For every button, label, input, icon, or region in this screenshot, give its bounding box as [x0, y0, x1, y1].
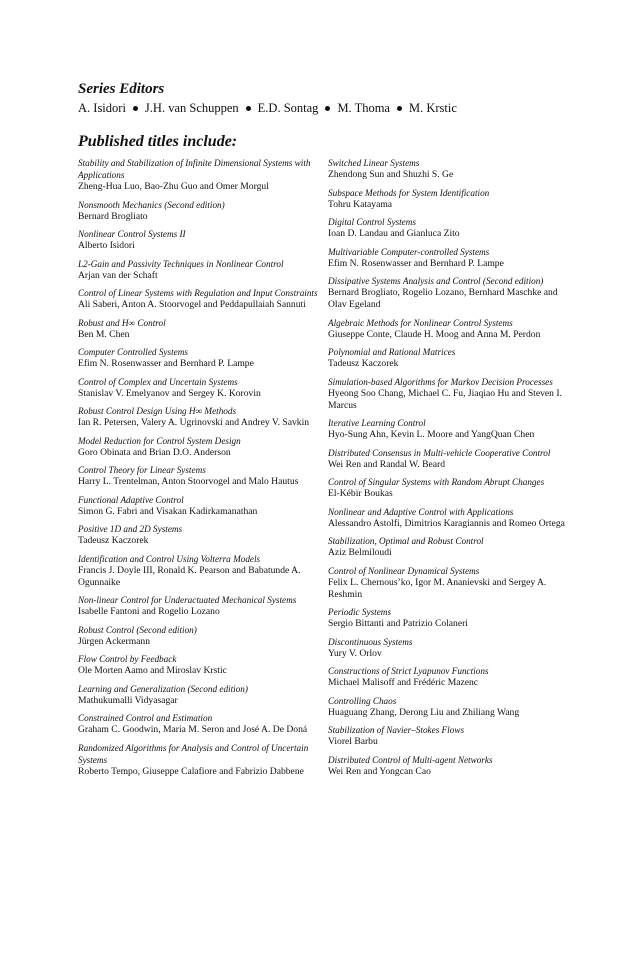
book-authors: Yury V. Orlov — [328, 647, 382, 659]
book-authors: Huaguang Zhang, Derong Liu and Zhiliang Wang — [328, 706, 520, 718]
book-authors: Francis J. Doyle III, Ronald K. Pearson and Babatunde A. Ogunnaike — [78, 564, 301, 588]
book-authors: Bernard Brogliato — [78, 210, 148, 222]
book-entry — [78, 287, 318, 311]
book-title: Control of Linear Systems with Regulation and Input Constraints — [78, 288, 318, 298]
bullet-icon — [325, 106, 330, 111]
book-authors: Efim N. Rosenwasser and Bernhard P. Lampe — [78, 358, 254, 369]
book-entry — [328, 216, 568, 240]
book-entry — [78, 494, 318, 518]
book-title: Simulation-based Algorithms for Markov Decision Processes — [328, 376, 553, 387]
book-title: Functional Adaptive Control — [78, 494, 184, 505]
book-authors: Isabelle Fantoni and Rogelio Lozano — [78, 606, 220, 617]
book-entry — [78, 742, 318, 778]
book-title: Stability and Stabilization of Infinite Dimensional Systems with Applications — [78, 158, 311, 180]
book-entry — [328, 376, 568, 412]
book-entry — [328, 346, 568, 370]
book-entry — [328, 317, 568, 341]
book-title: Computer Controlled Systems — [78, 347, 188, 357]
book-entry — [78, 258, 318, 282]
book-entry — [328, 275, 568, 311]
book-entry — [328, 565, 568, 601]
book-title: L2-Gain and Passivity Techniques in Nonlinear Control — [78, 258, 284, 269]
book-title: Iterative Learning Control — [328, 418, 426, 428]
book-title: Digital Control Systems — [328, 217, 416, 227]
book-authors: Tadeusz Kaczorek — [328, 358, 399, 369]
book-entry — [328, 636, 568, 660]
book-authors: Mathukumalli Vidyasagar — [78, 694, 178, 706]
book-title: Identification and Control Using Volterra Models — [78, 553, 261, 564]
book-authors: Felix L. Chernous’ko, Igor M. Ananievski and Sergey A. Reshmin — [328, 576, 547, 600]
book-authors: Roberto Tempo, Giuseppe Calafiore and Fabrizio Dabbene — [78, 765, 304, 777]
book-entry — [78, 435, 318, 459]
book-authors: Ian R. Petersen, Valery A. Ugrinovski and Andrey V. Savkin — [78, 417, 310, 428]
book-entry — [328, 754, 568, 778]
book-title: Robust Control Design Using H∞ Methods — [78, 406, 237, 416]
book-entry — [328, 246, 568, 270]
book-authors: Stanislav V. Emelyanov and Sergey K. Korovin — [78, 387, 261, 399]
series-editors-heading: Series Editors — [78, 81, 165, 97]
book-authors: Harry L. Trentelman, Anton Stoorvogel and Malo Hautus — [78, 476, 299, 487]
book-entry — [328, 535, 568, 559]
book-entry — [78, 553, 318, 589]
book-authors: Ben M. Chen — [78, 328, 130, 340]
book-title: Positive 1D and 2D Systems — [78, 524, 183, 534]
book-title: Flow Control by Feedback — [78, 654, 177, 664]
book-entry — [78, 346, 318, 370]
book-title: Controlling Chaos — [328, 695, 397, 706]
book-authors: Ali Saberi, Anton A. Stoorvogel and Peddapullaiah Sannuti — [78, 299, 306, 310]
book-authors: Giuseppe Conte, Claude H. Moog and Anna M. Perdon — [328, 328, 541, 340]
book-title: Periodic Systems — [328, 607, 392, 617]
book-entry — [78, 228, 318, 252]
book-title: Randomized Algorithms for Analysis and Control of Uncertain Systems — [78, 742, 309, 765]
book-entry — [328, 476, 568, 500]
book-entry — [78, 199, 318, 223]
book-title: Robust Control (Second edition) — [78, 624, 197, 635]
book-authors: Ioan D. Landau and Gianluca Zito — [328, 228, 460, 239]
book-authors: El-Kébir Boukas — [328, 488, 393, 499]
book-entry — [328, 417, 568, 441]
book-title: Robust and H∞ Control — [78, 317, 166, 328]
book-title: Switched Linear Systems — [328, 158, 420, 168]
book-authors: Bernard Brogliato, Rogelio Lozano, Bernhard Maschke and Olav Egeland — [328, 287, 558, 310]
book-title: Subspace Methods for System Identification — [328, 187, 490, 198]
book-title: Distributed Consensus in Multi-vehicle Cooperative Control — [328, 447, 551, 458]
book-title: Nonlinear Control Systems II — [78, 229, 186, 239]
book-entry — [78, 376, 318, 400]
book-authors: Zhendong Sun and Shuzhi S. Ge — [328, 169, 454, 180]
book-authors: Wei Ren and Randal W. Beard — [328, 458, 445, 470]
editor-name: E.D. Sontag — [257, 101, 319, 115]
book-title: Multivariable Computer-controlled Systems — [328, 246, 490, 257]
titles-columns — [78, 157, 568, 783]
book-authors: Tohru Katayama — [328, 198, 393, 210]
titles-column-right — [328, 157, 568, 783]
series-editors-list — [78, 100, 568, 116]
book-entry — [328, 724, 568, 748]
editor-name: M. Thoma — [337, 101, 390, 115]
book-authors: Aziz Belmiloudi — [328, 547, 392, 558]
book-authors: Efim N. Rosenwasser and Bernhard P. Lampe — [328, 257, 504, 269]
book-authors: Alessandro Astolfi, Dimitrios Karagiannis and Romeo Ortega — [328, 517, 565, 529]
book-title: Control of Nonlinear Dynamical Systems — [328, 565, 480, 576]
book-entry — [78, 464, 318, 488]
book-authors: Arjan van der Schaft — [78, 269, 158, 281]
book-title: Model Reduction for Control System Design — [78, 435, 241, 446]
book-authors: Hyo-Sung Ahn, Kevin L. Moore and YangQuan Chen — [328, 429, 535, 440]
book-title: Stabilization of Navier–Stokes Flows — [328, 725, 465, 735]
book-title: Control of Complex and Uncertain Systems — [78, 376, 238, 387]
book-title: Nonlinear and Adaptive Control with Applications — [328, 506, 514, 517]
book-authors: Tadeusz Kaczorek — [78, 535, 149, 546]
book-entry — [328, 447, 568, 471]
bullet-icon — [397, 106, 402, 111]
book-authors: Hyeong Soo Chang, Michael C. Fu, Jiaqiao Hu and Steven I. Marcus — [328, 387, 562, 411]
book-title: Constrained Control and Estimation — [78, 713, 213, 723]
book-authors: Simon G. Fabri and Visakan Kadirkamanathan — [78, 505, 258, 517]
book-authors: Wei Ren and Yongcan Cao — [328, 765, 431, 777]
book-entry — [78, 624, 318, 648]
book-title: Non-linear Control for Underactuated Mechanical Systems — [78, 595, 297, 605]
published-titles-heading: Published titles include: — [78, 133, 238, 150]
editor-name: A. Isidori — [78, 101, 126, 115]
book-entry — [328, 606, 568, 630]
editor-name: M. Krstic — [408, 101, 457, 115]
editor-name: J.H. van Schuppen — [144, 101, 239, 115]
book-title: Distributed Control of Multi-agent Networks — [328, 754, 493, 765]
titles-column-left — [78, 157, 318, 783]
book-title: Constructions of Strict Lyapunov Functions — [328, 666, 489, 676]
book-authors: Zheng-Hua Luo, Bao-Zhu Guo and Omer Morgul — [78, 181, 269, 192]
book-entry — [328, 695, 568, 719]
book-entry — [78, 653, 318, 677]
book-entry — [78, 594, 318, 618]
book-authors: Michael Malisoff and Frédéric Mazenc — [328, 677, 479, 688]
book-title: Control of Singular Systems with Random Abrupt Changes — [328, 477, 545, 487]
book-entry — [328, 665, 568, 689]
book-entry — [328, 157, 568, 181]
book-title: Dissipative Systems Analysis and Control (Second edition) — [328, 276, 544, 286]
book-entry — [78, 157, 318, 193]
front-matter-page — [78, 80, 568, 783]
book-title: Stabilization, Optimal and Robust Control — [328, 536, 484, 546]
book-authors: Graham C. Goodwin, Maria M. Seron and José A. De Doná — [78, 724, 308, 735]
book-title: Learning and Generalization (Second edition) — [78, 683, 248, 694]
book-entry — [78, 317, 318, 341]
book-authors: Alberto Isidori — [78, 240, 135, 251]
book-entry — [78, 683, 318, 707]
book-authors: Ole Morten Aamo and Miroslav Krstic — [78, 665, 227, 676]
book-entry — [78, 523, 318, 547]
book-entry — [78, 712, 318, 736]
book-entry — [328, 187, 568, 211]
book-title: Algebraic Methods for Nonlinear Control Systems — [328, 317, 513, 328]
book-entry — [78, 405, 318, 429]
bullet-icon — [246, 106, 251, 111]
book-title: Discontinuous Systems — [328, 636, 413, 647]
book-authors: Sergio Bittanti and Patrizio Colaneri — [328, 618, 468, 629]
book-authors: Viorel Barbu — [328, 736, 378, 747]
book-title: Nonsmooth Mechanics (Second edition) — [78, 199, 225, 210]
bullet-icon — [133, 106, 138, 111]
book-title: Control Theory for Linear Systems — [78, 465, 206, 475]
book-authors: Goro Obinata and Brian D.O. Anderson — [78, 446, 231, 458]
book-title: Polynomial and Rational Matrices — [328, 347, 456, 357]
book-entry — [328, 506, 568, 530]
book-authors: Jürgen Ackermann — [78, 635, 151, 647]
